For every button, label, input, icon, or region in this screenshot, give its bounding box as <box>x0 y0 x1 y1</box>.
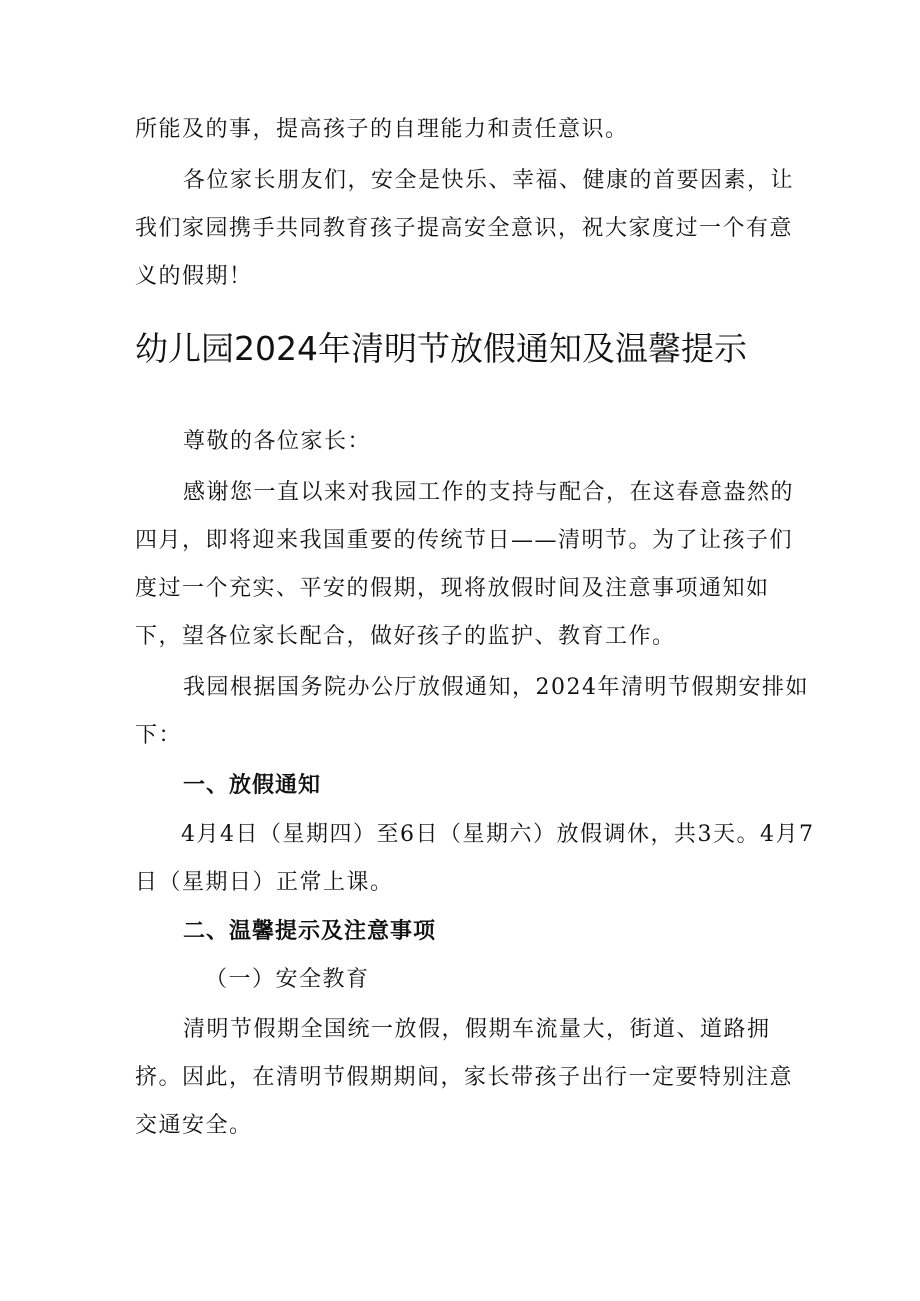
section-heading-tips: 二、温馨提示及注意事项 <box>183 919 437 944</box>
paragraph-schedule: 我园根据国务院办公厅放假通知，2024年清明节假期安排如下： <box>135 675 809 748</box>
section-heading-holiday-notice: 一、放假通知 <box>183 773 322 798</box>
document-title: 幼儿园2024年清明节放假通知及温馨提示 <box>135 329 747 368</box>
paragraph-intro: 感谢您一直以来对我园工作的支持与配合，在这春意盎然的四月，即将迎来我国重要的传统节日——清明节。为了让孩子们度过一个充实、平安的假期，现将放假时间及注意事项通知如下，望各位家长配合，做好孩子的监护、教育工作。 <box>135 480 795 649</box>
salutation: 尊敬的各位家长： <box>183 429 372 454</box>
paragraph-holiday-dates: 4月4日（星期四）至6日（星期六）放假调休，共3天。4月7日（星期日）正常上课。 <box>135 822 815 895</box>
subheading-safety-education: （一）安全教育 <box>205 967 370 992</box>
paragraph-safety: 清明节假期全国统一放假，假期车流量大，街道、道路拥挤。因此，在清明节假期期间，家长带孩子出行一定要特别注意交通安全。 <box>135 1017 794 1138</box>
paragraph-closing: 各位家长朋友们，安全是快乐、幸福、健康的首要因素，让我们家园携手共同教育孩子提高安全意识，祝大家度过一个有意义的假期！ <box>135 168 795 289</box>
paragraph-continuation: 所能及的事，提高孩子的自理能力和责任意识。 <box>135 117 629 142</box>
